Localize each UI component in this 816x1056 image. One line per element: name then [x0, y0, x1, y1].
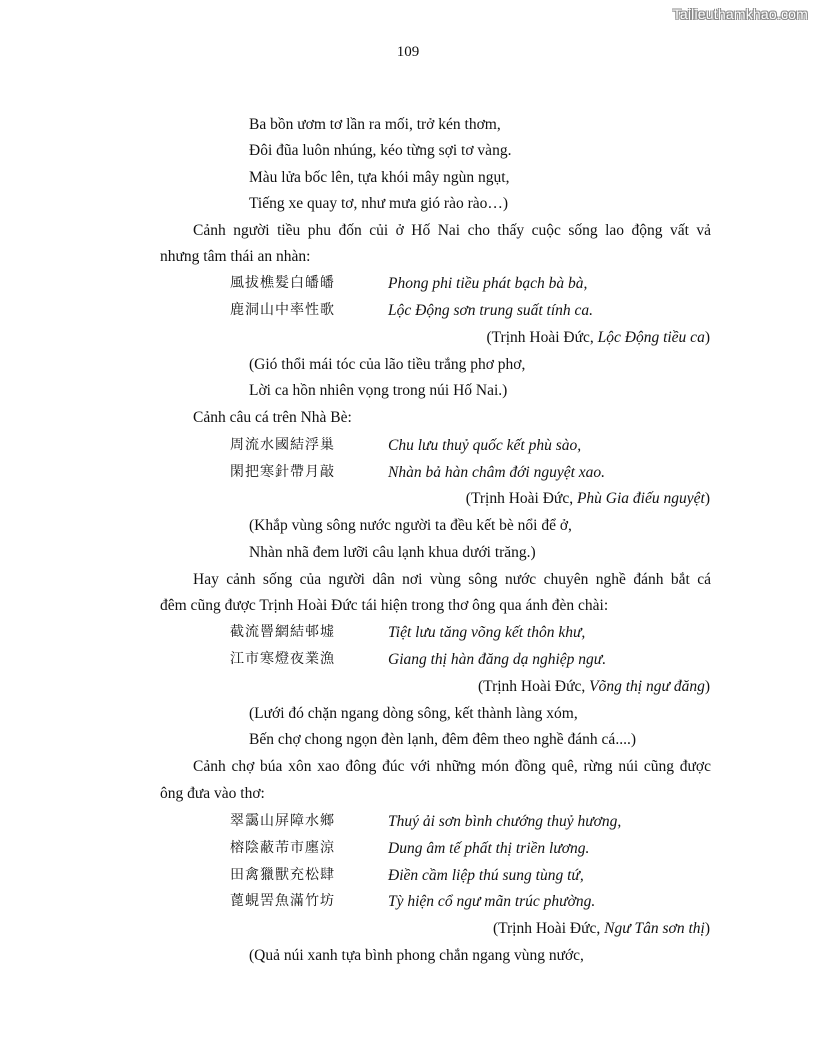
han-verse: 截流罾網結邨墟	[230, 624, 335, 640]
citation: (Trịnh Hoài Đức, Lộc Động tiều ca)	[486, 329, 710, 346]
transliteration-verse: Dung âm tế phất thị triền lương.	[388, 840, 590, 857]
han-verse: 鹿洞山中率性歌	[230, 302, 335, 318]
citation: (Trịnh Hoài Đức, Ngư Tân sơn thị)	[492, 920, 710, 937]
han-verse: 江市寒燈夜業漁	[230, 651, 335, 667]
han-verse: 周流水國結浮巢	[230, 437, 335, 453]
han-verse: 田禽獵獸充松肆	[230, 867, 335, 883]
citation: (Trịnh Hoài Đức, Võng thị ngư đăng)	[477, 678, 710, 695]
transliteration-verse: Điền cầm liệp thú sung tùng tứ,	[388, 867, 584, 884]
transliteration-verse: Phong phi tiều phát bạch bà bà,	[388, 275, 588, 292]
translation-line: (Khắp vùng sông nước người ta đều kết bè nổi để ở,	[249, 517, 572, 534]
verse-line: Ba bồn ươm tơ lần ra mối, trở kén thơm,	[249, 116, 501, 133]
paragraph-line: Cảnh câu cá trên Nhà Bè:	[193, 409, 352, 426]
paragraph-line: nhưng tâm thái an nhàn:	[160, 248, 311, 265]
transliteration-verse: Giang thị hàn đăng dạ nghiệp ngư.	[388, 651, 607, 668]
han-verse: 閑把寒針帶月敲	[230, 464, 335, 480]
translation-line: (Gió thổi mái tóc của lão tiều trắng phơ phơ,	[249, 356, 526, 373]
translation-line: Bến chợ chong ngọn đèn lạnh, đêm đêm theo nghề đánh cá....)	[249, 731, 636, 748]
transliteration-verse: Nhàn bả hàn châm đới nguyệt xao.	[388, 464, 606, 481]
verse-line: Màu lửa bốc lên, tựa khói mây ngùn ngụt,	[249, 169, 510, 186]
verse-line: Tiếng xe quay tơ, như mưa gió rào rào…)	[249, 195, 509, 212]
transliteration-verse: Chu lưu thuỷ quốc kết phù sào,	[388, 437, 582, 454]
han-verse: 風拔樵髮白皤皤	[230, 275, 335, 291]
han-verse: 蓖蜆罟魚滿竹坊	[230, 893, 335, 909]
translation-line: (Lưới đó chặn ngang dòng sông, kết thành làng xóm,	[249, 705, 578, 722]
transliteration-verse: Tỳ hiện cổ ngư mãn trúc phường.	[388, 893, 596, 910]
citation: (Trịnh Hoài Đức, Phù Gia điếu nguyệt)	[465, 490, 710, 507]
translation-line: (Quả núi xanh tựa bình phong chắn ngang vùng nước,	[249, 947, 584, 964]
transliteration-verse: Tiệt lưu tăng võng kết thôn khư,	[388, 624, 586, 641]
han-verse: 翠靄山屏障水鄉	[230, 813, 335, 829]
paragraph-line: đêm cũng được Trịnh Hoài Đức tái hiện trong thơ ông qua ánh đèn chài:	[160, 597, 609, 614]
paragraph-line: Cảnh người tiều phu đốn củi ở Hố Nai cho thấy cuộc sống lao động vất vả	[193, 222, 711, 239]
han-verse: 榕陰蔽芾市廛涼	[230, 840, 335, 856]
verse-line: Đôi đũa luôn nhúng, kéo từng sợi tơ vàng.	[249, 142, 512, 159]
translation-line: Nhàn nhã đem lưỡi câu lạnh khua dưới trăng.)	[249, 544, 536, 561]
paragraph-line: Cảnh chợ búa xôn xao đông đúc với những món đồng quê, rừng núi cũng được	[193, 758, 711, 775]
transliteration-verse: Thuý ải sơn bình chướng thuỷ hương,	[388, 813, 622, 830]
paragraph-line: Hay cảnh sống của người dân nơi vùng sông nước chuyên nghề đánh bắt cá	[193, 571, 711, 588]
page-number: 109	[396, 44, 420, 60]
transliteration-verse: Lộc Động sơn trung suất tính ca.	[388, 302, 594, 319]
paragraph-line: ông đưa vào thơ:	[160, 785, 265, 802]
watermark: Tailieuthamkhao.com	[672, 6, 808, 22]
translation-line: Lời ca hồn nhiên vọng trong núi Hố Nai.)	[249, 382, 508, 399]
